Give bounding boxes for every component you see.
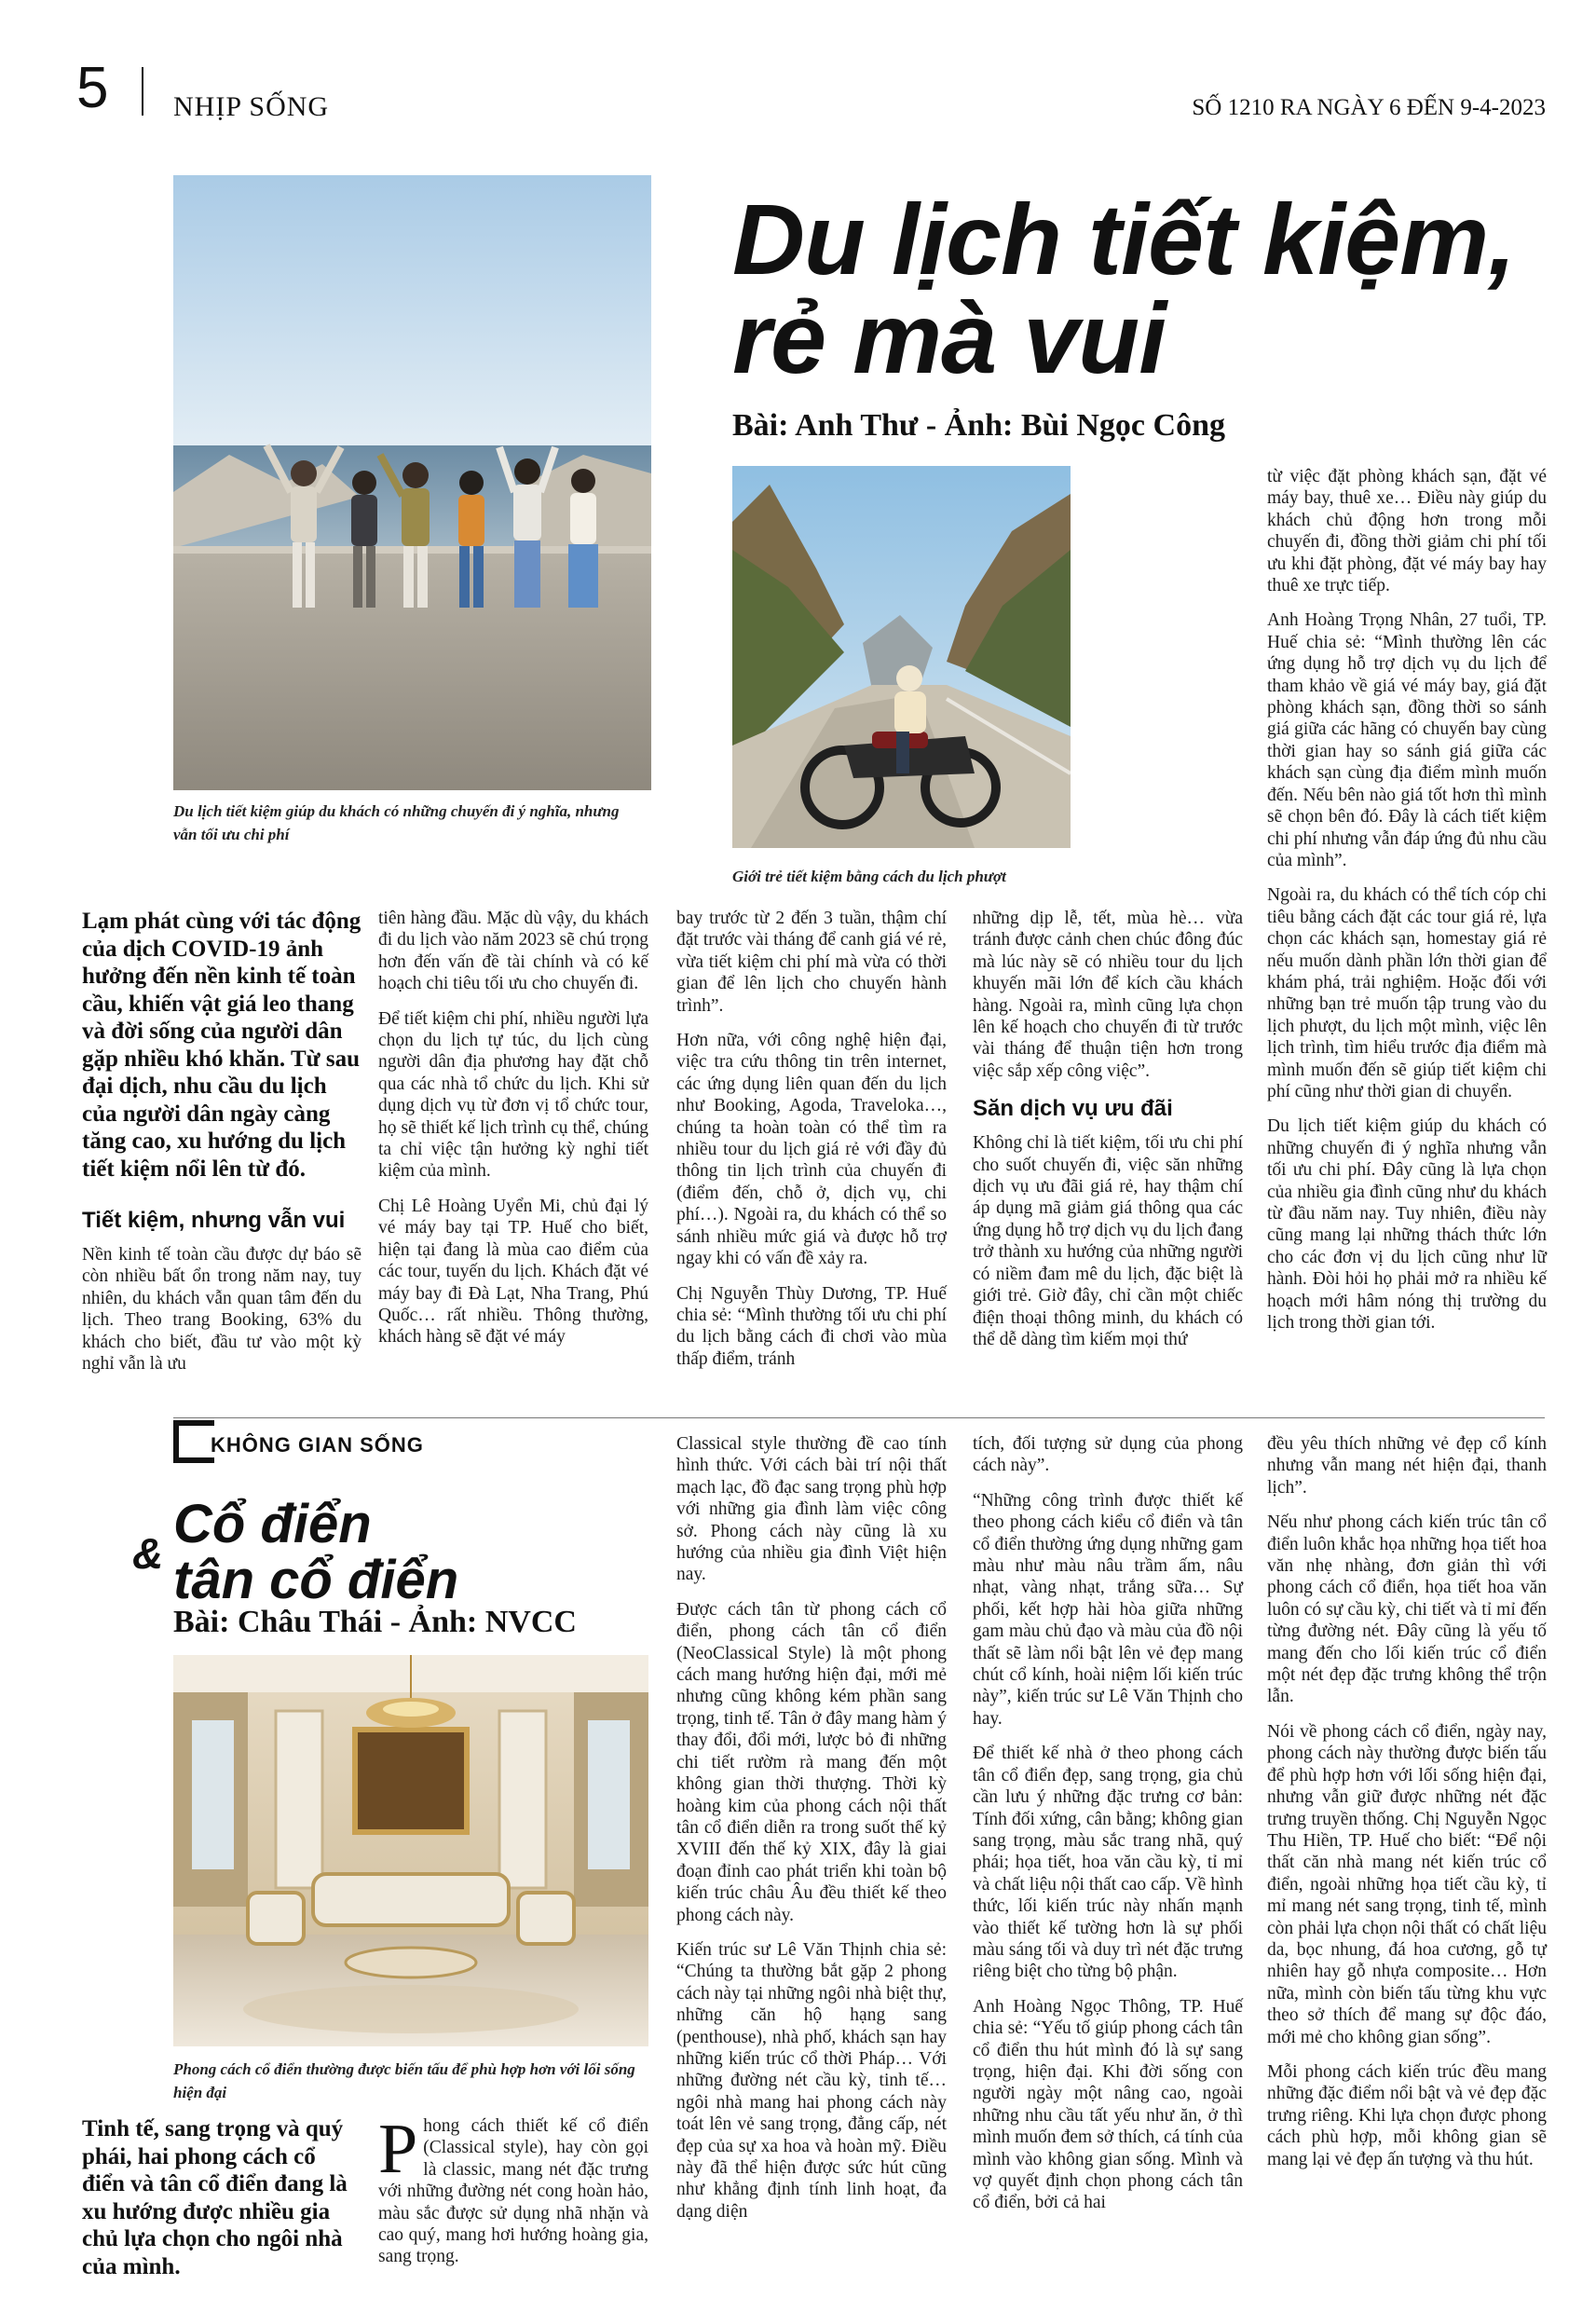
paragraph: Anh Hoàng Trọng Nhân, 27 tuổi, TP. Huế chia sẻ: “Mình thường lên các ứng dụng hỗ trợ dịch vụ du lịch để tham khảo về giá vé máy bay, giá đặt phòng khách sạn, đồng thời so sánh giá giữa các hãng có chuyến bay cùng thời gian hay so sánh giá giữa các khách sạn cùng địa điểm mình muốn đến. Nếu bên nào giá tốt hơn thì mình sẽ chọn bên đó. Đây là cách tiết kiệm chi phí nhưng vẫn đáp ứng đủ nhu cầu của mình”.	[1267, 610, 1547, 870]
section-label: KHÔNG GIAN SỐNG	[211, 1433, 424, 1457]
article-title	[732, 183, 1571, 394]
page-number: 5	[76, 56, 109, 120]
paragraph: Không chỉ là tiết kiệm, tối ưu chi phí cho suốt chuyến đi, việc săn những dịch vụ ưu đãi giá rẻ, hay thậm chí áp dụng mã giảm giá thông qua các ứng dụng hỗ trợ dịch vụ du lịch đang trở thành xu hướng của những người có niềm đam mê du lịch, đặc biệt là giới trẻ. Giờ đây, chỉ cần một chiếc điện thoại thông minh, du khách có thể dễ dàng tìm kiếm mọi thứ	[973, 1133, 1243, 1349]
drop-cap: P	[378, 2110, 418, 2188]
article1-column-4	[973, 908, 1243, 1363]
article2-column-4	[973, 1433, 1243, 2227]
article-divider	[173, 1417, 1545, 1418]
article1-column-1	[82, 908, 361, 1388]
article1-column-5	[1267, 466, 1547, 1347]
paragraph: Mỗi phong cách kiến trúc đều mang những đặc điểm nổi bật và vẻ đẹp đặc trưng riêng. Khi lựa chọn được phong cách phù hợp, mỗi không gian sẽ mang lại vẻ đẹp ấn tượng và thu hút.	[1267, 2061, 1547, 2169]
paragraph: Được cách tân từ phong cách cổ điển, phong cách tân cổ điển (NeoClassical Style) là một phong cách mang hướng hiện đại, mới mẻ nhưng cũng không kém phần sang trọng, tinh tế. Tân ở đây mang hàm ý thay đổi, đổi mới, lược bỏ đi những chi tiết rườm rà mang đến một không gian thời thượng. Thời kỳ hoàng kim của phong cách nội thất tân cổ điển diễn ra trong suốt thế kỷ XVIII đến thế kỷ XIX, đây là giai đoạn đỉnh cao phát triển khi toàn bộ kiến trúc châu Âu đều thiết kế theo phong cách này.	[676, 1599, 947, 1925]
article2-title-line-1: Cổ điển	[173, 1494, 372, 1554]
group-seaside-photo	[173, 175, 651, 790]
section-name: NHỊP SỐNG	[173, 91, 330, 122]
subheading-deals: Săn dịch vụ ưu đãi	[973, 1096, 1173, 1122]
article2-column-2	[378, 2110, 648, 2281]
classical-interior-photo	[173, 1655, 648, 2046]
paragraph: Để tiết kiệm chi phí, nhiều người lựa chọn du lịch tự túc, du lịch cùng người dân địa phương hay đặt chỗ qua các nhà tổ chức du lịch. Khi sử dụng dịch vụ từ đơn vị tổ chức tour, họ sẽ thiết kế lịch trình cụ thể, chúng ta chỉ việc tận hưởng kỳ nghỉ tiết kiệm của mình.	[378, 1008, 648, 1182]
paragraph: Classical style thường đề cao tính hình thức. Với cách bài trí nội thất mạch lạc, đồ đạc sang trọng phù hợp với những gia đình làm việc công sở. Phong cách này cũng là xu hướng của nhiều gia đình Việt hiện nay.	[676, 1434, 947, 1585]
article2-title	[173, 1494, 459, 1610]
article2-byline: Bài: Châu Thái - Ảnh: NVCC	[173, 1605, 577, 1639]
subheading-saving: Tiết kiệm, nhưng vẫn vui	[82, 1208, 346, 1233]
title-ampersand: &	[132, 1529, 164, 1578]
article2-column-3	[676, 1433, 947, 2236]
article2-photo-caption: Phong cách cổ điển thường được biến tấu để phù hợp hơn với lối sống hiện đại	[173, 2060, 635, 2101]
article2-lead: Tinh tế, sang trọng và quý phái, hai phong cách cổ điển và tân cổ điển đang là xu hướng được nhiều gia chủ lựa chọn cho ngôi nhà của mình.	[82, 2116, 348, 2279]
article2-column-1	[82, 2115, 361, 2293]
paragraph: Du lịch tiết kiệm giúp du khách có những chuyến đi ý nghĩa nhưng vẫn tối ưu chi phí. Đây cũng là lựa chọn của nhiều gia đình cũng như du khách từ đầu năm nay. Tuy nhiên, điều này cũng mang lại những thách thức lớn cho các đơn vị du lịch cũng như lữ hành. Đòi hỏi họ phải mở ra nhiều kế hoạch mới hâm nóng thị trường du lịch trong thời gian tới.	[1267, 1116, 1547, 1334]
paragraph: Nếu như phong cách kiến trúc tân cổ điển luôn khắc họa những họa tiết hoa văn nhẹ nhàng, đơn giản thì với phong cách cổ điển, họa tiết hoa văn luôn có sự cầu kỳ, chi tiết và tỉ mỉ đến từng đường nét. Đây cũng là yếu tố mang đến cho lối kiến trúc cổ điển một nét đẹp đặc trưng không thể trộn lẫn.	[1267, 1512, 1547, 1707]
paragraph-text: hong cách thiết kế cổ điển (Classical style), hay còn gọi là classic, mang nét đặc trưng với những đường nét cong hoàn hảo, màu sắc được sử dụng nhã nhặn và cao quý, mang hơi hướng hoàng gia, sang trọng.	[378, 2116, 648, 2267]
header-divider	[142, 67, 143, 116]
paragraph: Chị Lê Hoàng Uyển Mi, chủ đại lý vé máy bay tại TP. Huế cho biết, hiện tại đang là mùa cao điểm của các tour, tuyến du lịch. Khách đặt vé máy bay đi Đà Lạt, Nha Trang, Phú Quốc… rất nhiều. Thông thường, khách hàng sẽ đặt vé máy	[378, 1196, 648, 1348]
paragraph: Hơn nữa, với công nghệ hiện đại, việc tra cứu thông tin trên internet, các ứng dụng liên quan đến du lịch như Booking, Agoda, Traveloka…, chúng ta hoàn toàn có thể tìm ra nhiều tour du lịch giá rẻ với đầy đủ thông tin lịch trình của chuyến đi (điểm đến, chỗ ở, dịch vụ, chi phí…). Ngoài ra, du khách có thể so sánh nhiều mức giá và được hỗ trợ ngay khi có vấn đề xảy ra.	[676, 1031, 947, 1269]
paragraph: tích, đối tượng sử dụng của phong cách này”.	[973, 1434, 1243, 1476]
paragraph: những dịp lễ, tết, mùa hè… vừa tránh được cảnh chen chúc đông đúc mà lúc này sẽ có nhiều tour du lịch khuyến mãi lớn để kích cầu khách hàng. Ngoài ra, mình cũng lựa chọn lên kế hoạch cho chuyến đi từ trước vài tháng để thuận tiện hơn trong việc sắp xếp công việc”.	[973, 909, 1243, 1081]
paragraph: Chị Nguyễn Thùy Dương, TP. Huế chia sẻ: “Mình thường tối ưu chi phí du lịch bằng cách đi chơi vào mùa thấp điểm, tránh	[676, 1283, 947, 1369]
paragraph: Kiến trúc sư Lê Văn Thịnh chia sẻ: “Chúng ta thường bắt gặp 2 phong cách này tại những ngôi nhà biệt thự, những căn hộ hạng sang (penthouse), nhà phố, khách sạn hay những kiến trúc cổ thời Pháp… Với những đường nét cầu kỳ, tinh tế… ngôi nhà mang hai phong cách này toát lên vẻ sang trọng, đẳng cấp, nét đẹp của sự xa hoa và hoàn mỹ. Điều này đã thể hiện được sức hút cũng như khẳng định tính linh hoạt, đa dạng diện	[676, 1939, 947, 2222]
paragraph: Nói về phong cách cổ điển, ngày nay, phong cách này thường được biến tấu để phù hợp hơn với lối sống hiện đại, nhưng vẫn giữ được những nét đặc trưng truyền thống. Chị Nguyễn Ngọc Thu Hiền, TP. Huế cho biết: “Để nội thất căn nhà mang nét kiến trúc cổ điển, ngoài những họa tiết cầu kỳ, tỉ mỉ mang nét sang trọng, tinh tế, mình còn phải lựa chọn nội thất có chất liệu da, bọc nhung, đá hoa cương, gỗ tự nhiên hay gỗ nhựa composite… Hơn nữa, mình còn biến tấu từng khu vực theo sở thích để mang sự độc đáo, mới mẻ cho không gian sống”.	[1267, 1721, 1547, 2047]
section-bracket-icon	[173, 1420, 214, 1463]
paragraph: Nền kinh tế toàn cầu được dự báo sẽ còn nhiều bất ổn trong năm nay, tuy nhiên, du khách vẫn quan tâm đến du lịch. Theo trang Booking, 63% du khách cho biết, đầu tư vào một kỳ nghỉ vẫn là ưu	[82, 1245, 361, 1375]
article-title-line-2: rẻ mà vui	[732, 281, 1166, 394]
paragraph: Ngoài ra, du khách có thể tích cóp chi tiêu bằng cách đặt các tour giá rẻ, lựa chọn các khách sạn, homestay giá rẻ nếu muốn dành phần lớn thời gian để khám phá, trải nghiệm. Hoặc đối với những bạn trẻ muốn tập trung vào du lịch phượt, du lịch một mình, việc lên lịch trình, tìm hiểu trước địa điểm mà mình muốn đến sẽ giúp tiết kiệm chi phí cũng như thời gian di chuyển.	[1267, 885, 1547, 1101]
paragraph	[378, 2110, 648, 2268]
motorbike-photo	[732, 466, 1071, 848]
paragraph: từ việc đặt phòng khách sạn, đặt vé máy bay, thuê xe… Điều này giúp du khách chủ động hơn trong mỗi chuyến đi, đồng thời giảm chi phí tối ưu khi đặt phòng, đặt vé máy bay hay thuê xe trực tiếp.	[1267, 467, 1547, 596]
article2-title-line-2: tân cổ điển	[173, 1550, 459, 1610]
article-title-line-1: Du lịch tiết kiệm,	[732, 183, 1516, 295]
article-byline: Bài: Anh Thư - Ảnh: Bùi Ngọc Công	[732, 408, 1225, 443]
photo1-caption: Du lịch tiết kiệm giúp du khách có những chuyến đi ý nghĩa, nhưng vẫn tối ưu chi phí	[173, 802, 620, 843]
article-lead: Lạm phát cùng với tác động của dịch COVID-19 ảnh hưởng đến nền kinh tế toàn cầu, khiến vật giá leo thang và đời sống của người dân gặp nhiều khó khăn. Từ sau đại dịch, nhu cầu du lịch của người dân ngày càng tăng cao, xu hướng du lịch tiết kiệm nổi lên từ đó.	[82, 909, 361, 1182]
issue-line: SỐ 1210 RA NGÀY 6 ĐẾN 9-4-2023	[1192, 95, 1546, 120]
article1-column-3	[676, 908, 947, 1383]
article1-column-2	[378, 908, 648, 1361]
paragraph: “Những công trình được thiết kế theo phong cách kiểu cổ điển và tân cổ điển thường ứng dụng những gam màu như màu nâu trầm ấm, nâu nhạt, vàng nhạt, trắng sữa… Sự phối, kết hợp hài hòa giữa những gam màu chủ đạo và màu của đồ nội thất sẽ làm nổi bật lên vẻ đẹp mang chút cổ kính, hoài niệm lối kiến trúc này”, kiến trúc sư Lê Văn Thịnh cho hay.	[973, 1490, 1243, 1729]
paragraph: đều yêu thích những vẻ đẹp cổ kính nhưng vẫn mang nét hiện đại, thanh lịch”.	[1267, 1434, 1547, 1498]
photo2-caption: Giới trẻ tiết kiệm bằng cách du lịch phượt	[732, 868, 1006, 885]
paragraph: Để thiết kế nhà ở theo phong cách tân cổ điển đẹp, sang trọng, gia chủ cần lưu ý những đặc trưng cơ bản: Tính đối xứng, cân bằng; không gian sang trọng, màu sắc trang nhã, quý phái; họa tiết, hoa văn cầu kỳ, tỉ mỉ và chất liệu nội thất cao cấp. Về hình thức, lối kiến trúc này nhấn mạnh vào thiết kế tường hơn là sự phối màu sáng tối và duy trì nét đặc trưng riêng biệt cho từng bộ phận.	[973, 1744, 1243, 1982]
paragraph: tiên hàng đầu. Mặc dù vậy, du khách đi du lịch vào năm 2023 sẽ chú trọng hơn đến vấn đề tài chính và có kế hoạch chi tiêu tối ưu cho chuyến đi.	[378, 909, 648, 994]
paragraph: bay trước từ 2 đến 3 tuần, thậm chí đặt trước vài tháng để canh giá vé rẻ, vừa tiết kiệm chi phí mà vừa có thời gian để lên lịch cho chuyến hành trình”.	[676, 909, 947, 1016]
article2-column-5	[1267, 1433, 1547, 2183]
paragraph: Anh Hoàng Ngọc Thông, TP. Huế chia sẻ: “Yếu tố giúp phong cách tân cổ điển thu hút mình đó là sự sang trọng, hiện đại. Khi đời sống con người ngày một nâng cao, ngoài những nhu cầu tất yếu như ăn, ở thì mình muốn đem sở thích, cá tính của mình vào không gian sống. Mình và vợ quyết định chọn phong cách tân cổ điển, bởi cả hai	[973, 1996, 1243, 2213]
